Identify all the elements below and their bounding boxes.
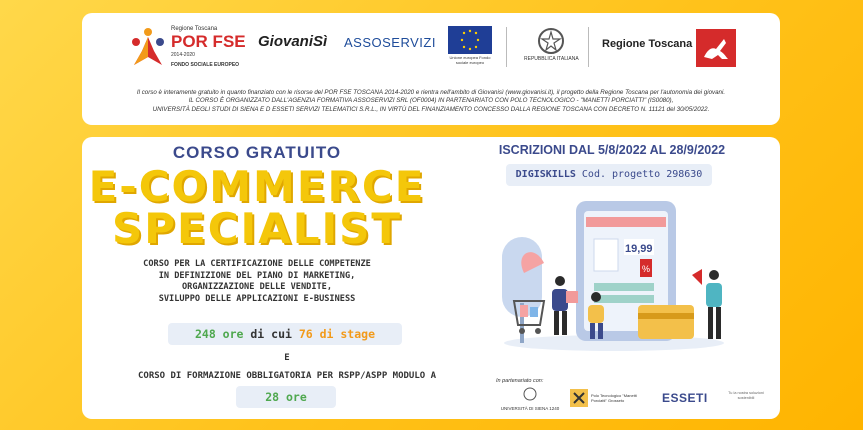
course-card [82,137,780,419]
por-sub-text: FONDO SOCIALE EUROPEO [171,62,240,68]
fine-print-line: Il corso è interamente gratuito in quanto finanziato con le risorse del POR FSE TOSCANA 2014-2020 e rientra nell'ambito di Giovanisì (www.giovanisi.it), il progetto della Regione Toscana per l'autonomia dei giovani. [136,89,726,96]
por-fse-text: POR FSE [171,32,246,51]
polo-text: Polo Tecnologico "Manetti Porciatti" Grosseto [591,393,637,403]
person-woman-left [552,276,578,335]
stage-number: 76 di stage [298,327,376,341]
megaphone-icon [692,269,702,285]
percent-tag: % [642,264,651,274]
por-years-text: 2014-2020 [171,52,195,58]
rspp-hours-pill [236,386,336,408]
pegaso-icon [696,29,736,67]
partner-last [722,391,770,401]
unisi-seal-icon [523,387,537,401]
unisi-text: UNIVERSITÀ DI SIENA 1240 [500,406,560,411]
fine-print [92,89,770,114]
rspp-hours: 28 ore [265,390,307,404]
description-line: IN DEFINIZIONE DEL PIANO DI MARKETING, [158,270,356,281]
hours-pill [168,323,402,345]
assoservizi-logo [344,35,436,50]
enrollment-dates: ISCRIZIONI DAL 5/8/2022 AL 28/9/2022 [498,143,726,157]
and-label: E [284,353,290,363]
description-line: CORSO PER LA CERTIFICAZIONE DELLE COMPETENZE [143,259,371,269]
divider [588,27,589,67]
repubblica-logo [524,26,579,62]
project-pill [506,164,712,186]
por-fse-star-icon [128,25,168,69]
description-line: SVILUPPO DELLE APPLICAZIONI E-BUSINESS [158,293,356,304]
eu-flag-logo [448,26,492,65]
person-man-right [692,269,722,339]
pegaso-logo [696,29,736,67]
title-line-1: E-COMMERCE [88,162,426,211]
header-card [82,13,780,125]
project-name: DIGISKILLS [515,169,576,180]
description-line: ORGANIZZAZIONE DELLE VENDITE, [181,282,333,293]
eu-flag-icon [448,26,492,54]
hours-mid: di cui [243,327,299,341]
giovanisi-logo [258,33,327,50]
regione-toscana-text: Regione Toscana [602,38,693,50]
assoservizi-text: ASSOSERVIZI [344,35,436,50]
ecommerce-illustration [494,193,734,353]
price-tag: 19,99 [625,243,653,255]
title-line-2: SPECIALIST [112,204,402,253]
partner-esseti [662,389,708,407]
rspp-text: CORSO DI FORMAZIONE OBBLIGATORIA PER RSPP/ASPP MODULO A [137,371,436,381]
partner-polo [570,389,651,407]
partners-label: In partenariato con: [496,378,544,384]
hours-number: 248 ore [194,327,244,341]
regione-toscana-logo [602,38,692,50]
course-description [102,259,412,305]
emblem-icon [536,26,566,56]
esseti-text: ESSETI [662,391,708,405]
repubblica-text: REPUBBLICA ITALIANA [524,56,579,62]
partner-last-text: Tu la nostra soluzioni sostenibili [728,391,764,400]
fine-print-line: UNIVERSITÀ DEGLI STUDI DI SIENA E D ESSETI SERVIZI TELEMATICI S.R.L., IN VIRTÙ DEL FINANZIAMENTO CONCESSO DALLA REGIONE TOSCANA CON DECRETO N. 11121 del 30/05/2022. [152,105,710,113]
credit-card [638,305,694,339]
regione-small-text: Regione Toscana [171,26,218,32]
eu-caption: Unione europea Fondo sociale europeo [449,55,491,65]
project-code: Cod. progetto 298630 [581,169,703,180]
fine-print-line: IL CORSO È ORGANIZZATO DALL'AGENZIA FORMATIVA ASSOSERVIZI SRL (OF0004) IN PARTENARIATO CON POLO TECNOLOGICO - "MANETTI PORCIATTI" (IS0080), [188,97,674,105]
divider [506,27,507,67]
polo-logo-icon [570,389,588,407]
course-heading: CORSO GRATUITO [172,143,342,162]
por-fse-logo [128,25,248,69]
giovanisi-text: GiovaniSì [258,33,328,50]
partner-unisi [498,387,562,411]
